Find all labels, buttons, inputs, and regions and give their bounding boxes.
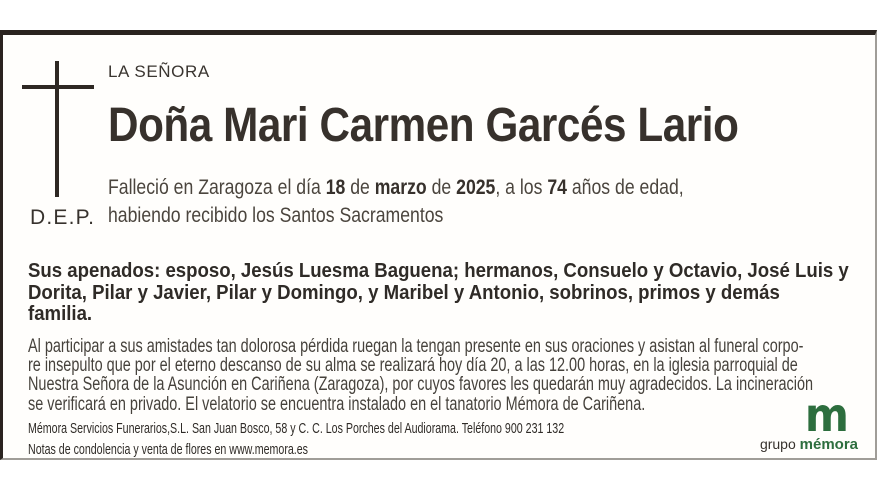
- memora-m-icon: m: [804, 388, 849, 442]
- funeral-home-info: [28, 419, 783, 460]
- condolences-website-note: Notas de condolencia y venta de flores en www.memora.es: [28, 440, 309, 458]
- funeral-line: Nuestra Señora de la Asunción en Cariñena (Zaragoza), por cuyos favores les quedarán muy agradecidos. La incineración: [28, 374, 814, 396]
- death-day: 18: [325, 176, 346, 199]
- funeral-home-address: Mémora Servicios Funerarios,S.L. San Juan Bosco, 58 y C. C. Los Porches del Audiorama. Teléfono 900 231 132: [28, 420, 565, 437]
- obituary-card: [0, 30, 877, 460]
- death-notice: [108, 174, 793, 230]
- death-notice-line-2: habiendo recibido los Santos Sacramentos: [108, 204, 444, 227]
- deceased-name: Doña Mari Carmen Garcés Lario: [108, 99, 739, 152]
- dep-abbreviation: D.E.P.: [30, 206, 96, 229]
- funeral-line: se verificará en privado. El velatorio se encuentra instalado en el tanatorio Mémora de Cariñena.: [28, 393, 646, 415]
- funeral-line: Al participar a sus amistades tan dolorosa pérdida ruegan la tengan presente en sus oraciones y asistan al funeral corpo-: [28, 336, 804, 357]
- salutation: LA SEÑORA: [108, 62, 210, 81]
- death-month: marzo: [374, 176, 427, 199]
- logo-group-word: grupo: [759, 436, 796, 452]
- mourners-paragraph: [28, 261, 880, 326]
- funeral-details-paragraph: [28, 337, 880, 414]
- death-notice-line-1: Falleció en Zaragoza el día 18 de marzo de 2025, a los 74 años de edad,: [108, 176, 684, 199]
- grupo-memora-logo: [759, 388, 858, 454]
- logo-brand-word: mémora: [799, 436, 858, 453]
- death-year: 2025: [456, 176, 496, 199]
- mourners-line: Dorita, Pilar y Javier, Pilar y Domingo, y Maribel y Antonio, sobrinos, primos y demás: [28, 281, 780, 304]
- mourners-line: Sus apenados: esposo, Jesús Luesma Baguena; hermanos, Consuelo y Octavio, José Luis y: [28, 260, 849, 282]
- cross-vertical-bar: [55, 61, 59, 197]
- cross-horizontal-bar: [22, 85, 94, 89]
- funeral-line: re insepulto que por el eterno descanso de su alma se realizará hoy día 20, a las 12.00 horas, en la iglesia parroquial de: [28, 355, 798, 377]
- mourners-line: familia.: [28, 303, 93, 325]
- death-age: 74: [547, 176, 567, 199]
